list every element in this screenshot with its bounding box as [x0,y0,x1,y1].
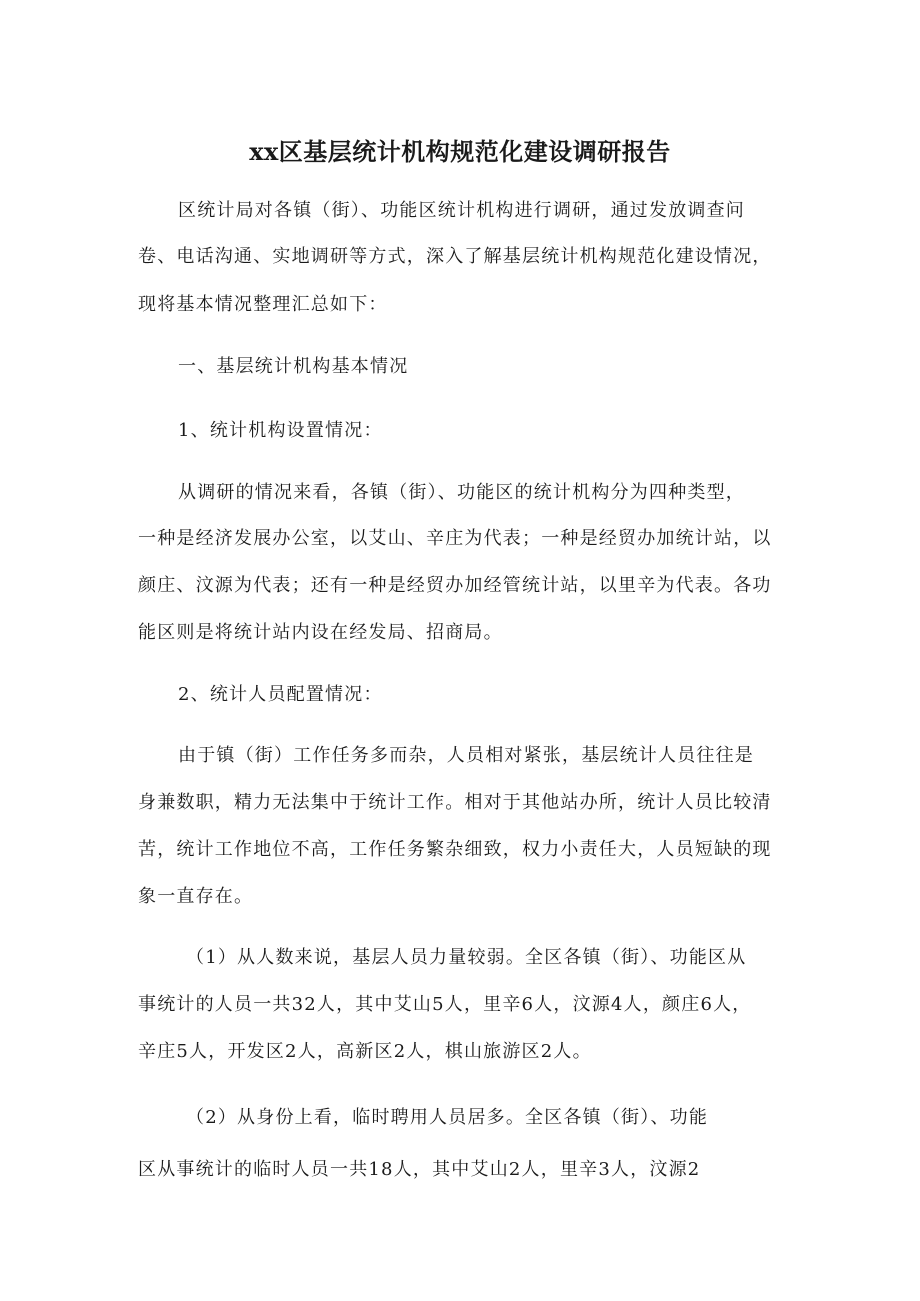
intro-line-1: 区统计局对各镇（街）、功能区统计机构进行调研，通过发放调查问 [178,200,745,221]
point-1-line-2: 事统计的人员一共32人，其中艾山5人，里辛6人，汶源4人，颜庄6人， [138,994,752,1015]
point-1-line-1: （1）从人数来说，基层人员力量较弱。全区各镇（街）、功能区从 [186,947,747,968]
subsection-1-heading: 1、统计机构设置情况： [178,420,383,441]
subsection-2-line-2: 身兼数职，精力无法集中于统计工作。相对于其他站办所，统计人员比较清 [138,792,772,813]
subsection-1-line-2: 一种是经济发展办公室，以艾山、辛庄为代表；一种是经贸办加统计站，以 [138,528,772,549]
intro-line-2: 卷、电话沟通、实地调研等方式，深入了解基层统计机构规范化建设情况， [138,246,772,267]
subsection-2-line-3: 苦，统计工作地位不高，工作任务繁杂细致，权力小责任大，人员短缺的现 [138,839,772,860]
document-title: xx区基层统计机构规范化建设调研报告 [249,137,671,166]
subsection-1-line-4: 能区则是将统计站内设在经发局、招商局。 [138,622,503,643]
intro-line-3: 现将基本情况整理汇总如下： [138,294,388,315]
subsection-1-line-1: 从调研的情况来看，各镇（街）、功能区的统计机构分为四种类型， [178,482,745,503]
point-1-line-3: 辛庄5人，开发区2人，高新区2人，棋山旅游区2人。 [138,1041,592,1062]
point-2-line-1: （2）从身份上看，临时聘用人员居多。全区各镇（街）、功能 [186,1107,709,1128]
subsection-2-line-1: 由于镇（街）工作任务多而杂，人员相对紧张，基层统计人员往往是 [178,745,754,766]
subsection-2-heading: 2、统计人员配置情况： [178,684,383,705]
section-1-heading: 一、基层统计机构基本情况 [178,356,409,377]
subsection-2-line-4: 象一直存在。 [138,886,254,907]
point-2-line-2: 区从事统计的临时人员一共18人，其中艾山2人，里辛3人，汶源2 [138,1159,701,1180]
subsection-1-line-3: 颜庄、汶源为代表；还有一种是经贸办加经管统计站，以里辛为代表。各功 [138,575,772,596]
